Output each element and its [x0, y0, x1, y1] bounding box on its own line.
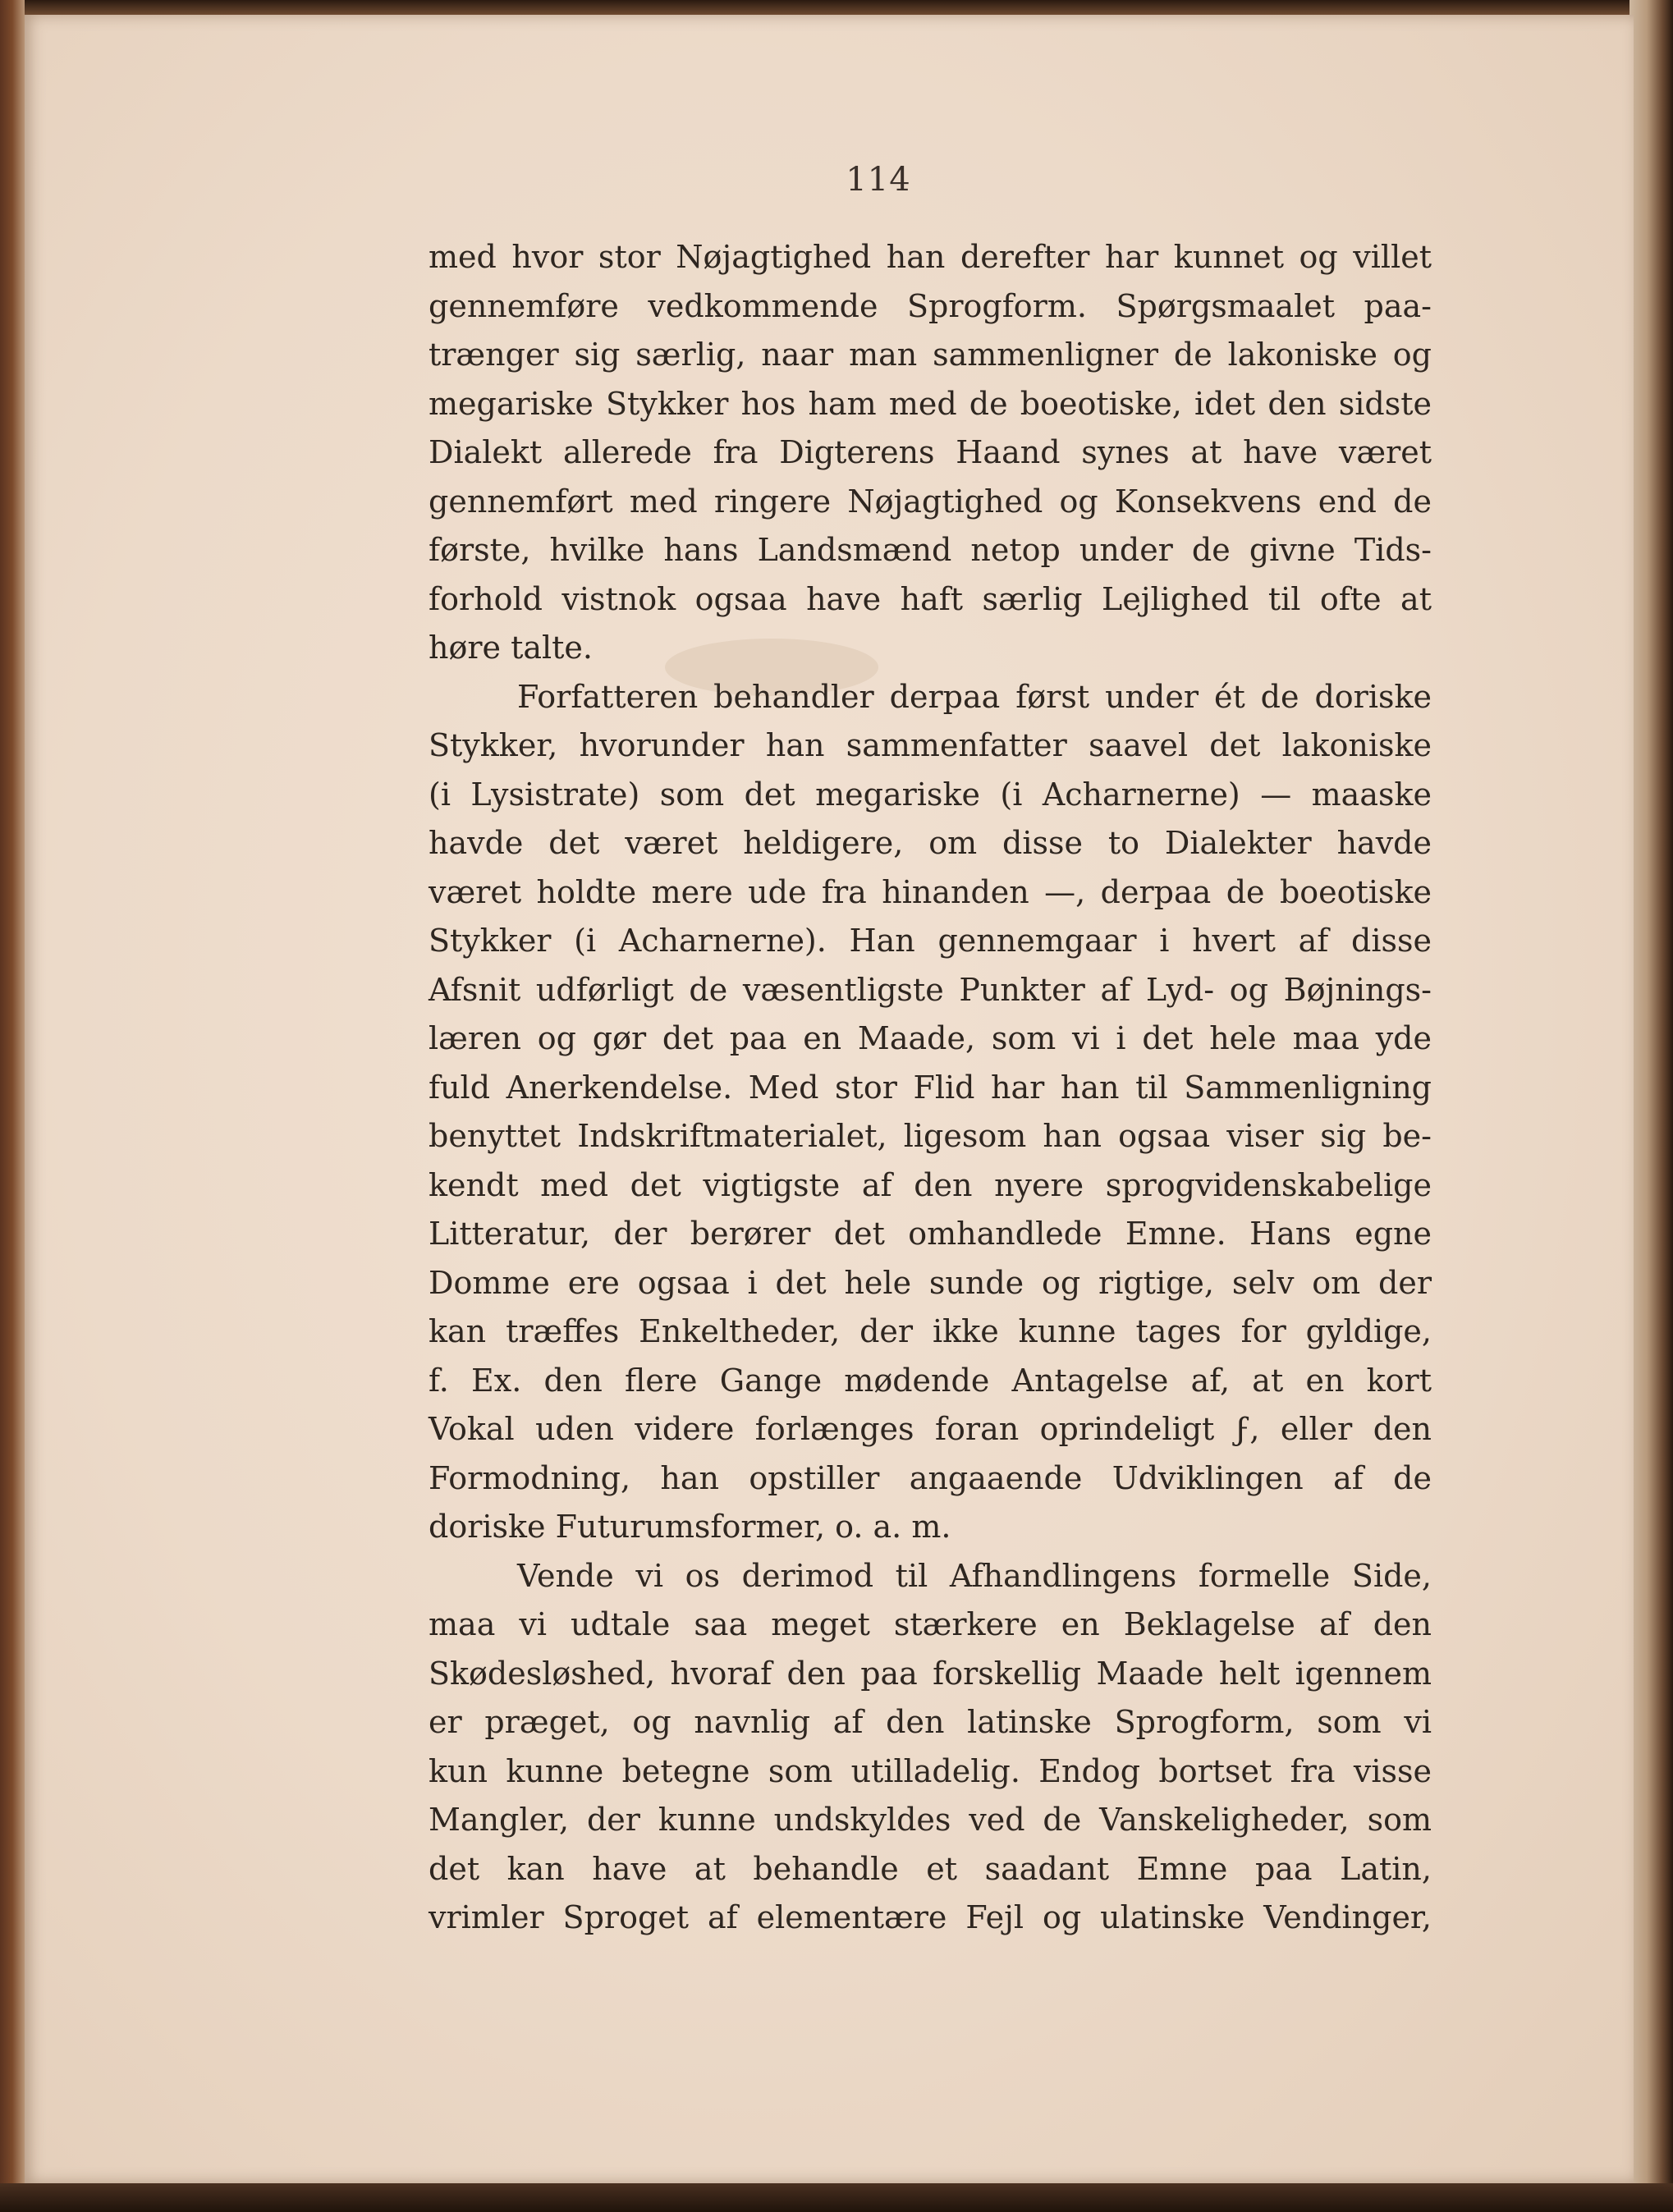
text-line: Skødesløshed, hvoraf den paa forskellig Maade helt igennem [429, 1655, 1432, 1692]
text-line: Stykker, hvorunder han sammenfatter saavel det lakoniske [429, 727, 1432, 763]
text-line: høre talte. [429, 630, 594, 666]
text-line: doriske Futurumsformer, o. a. m. [429, 1509, 951, 1545]
text-line: Formodning, han opstiller angaaende Udviklingen af de [429, 1459, 1432, 1496]
text-line: gennemføre vedkommende Sprogform. Spørgsmaalet paa- [429, 287, 1432, 324]
page-bottom-edge [0, 2183, 1673, 2212]
page-number: 114 [846, 161, 911, 199]
text-line: første, hvilke hans Landsmænd netop under de givne Tids- [429, 532, 1432, 568]
text-line: læren og gør det paa en Maade, som vi i det hele maa yde [429, 1020, 1432, 1056]
paragraph [429, 673, 1432, 1552]
text-line: kan træffes Enkeltheder, der ikke kunne tages for gyldige, [429, 1313, 1432, 1349]
page-stack-right-edge [1629, 0, 1673, 2212]
text-line: Dialekt allerede fra Digterens Haand synes at have været [429, 434, 1432, 470]
text-line: benyttet Indskriftmaterialet, ligesom han ogsaa viser sig be- [429, 1118, 1432, 1154]
text-line: er præget, og navnlig af den latinske Sprogform, som vi [429, 1704, 1432, 1740]
text-line: maa vi udtale saa meget stærkere en Beklagelse af den [429, 1606, 1432, 1642]
book-binding-left [0, 0, 25, 2212]
text-line: det kan have at behandle et saadant Emne paa Latin, [429, 1850, 1432, 1887]
text-line: Vende vi os derimod til Afhandlingens formelle Side, [517, 1557, 1432, 1594]
text-line: vrimler Sproget af elementære Fejl og ulatinske Vendinger, [429, 1899, 1432, 1935]
paragraph [429, 233, 1432, 673]
paragraph [429, 1552, 1432, 1943]
text-line: kendt med det vigtigste af den nyere sprogvidenskabelige [429, 1166, 1432, 1203]
text-line: forhold vistnok ogsaa have haft særlig Lejlighed til ofte at [429, 580, 1432, 617]
text-line: (i Lysistrate) som det megariske (i Acharnerne) — maaske [429, 776, 1432, 813]
text-line: Stykker (i Acharnerne). Han gennemgaar i hvert af disse [429, 923, 1432, 959]
text-line: kun kunne betegne som utilladelig. Endog bortset fra visse [429, 1752, 1432, 1789]
text-line: Vokal uden videre forlænges foran oprindeligt ϝ, eller den [429, 1411, 1432, 1447]
text-line: gennemført med ringere Nøjagtighed og Konsekvens end de [429, 483, 1432, 520]
text-line: fuld Anerkendelse. Med stor Flid har han til Sammenligning [429, 1069, 1432, 1106]
text-line: været holdte mere ude fra hinanden —, derpaa de boeotiske [429, 873, 1432, 910]
text-line: megariske Stykker hos ham med de boeotiske, idet den sidste [429, 385, 1432, 422]
text-line: trænger sig særlig, naar man sammenligner de lakoniske og [429, 337, 1432, 373]
body-text [429, 233, 1432, 1943]
text-line: Mangler, der kunne undskyldes ved de Vanskeligheder, som [429, 1802, 1432, 1838]
text-line: Forfatteren behandler derpaa først under ét de doriske [517, 678, 1432, 715]
text-line: havde det været heldigere, om disse to Dialekter havde [429, 825, 1432, 861]
text-line: Afsnit udførligt de væsentligste Punkter af Lyd- og Bøjnings- [429, 971, 1432, 1008]
page-top-edge [0, 0, 1673, 15]
text-line: f. Ex. den flere Gange mødende Antagelse af, at en kort [429, 1362, 1432, 1399]
text-line: Litteratur, der berører det omhandlede Emne. Hans egne [429, 1216, 1432, 1252]
text-line: Domme ere ogsaa i det hele sunde og rigtige, selv om der [429, 1264, 1432, 1301]
text-line: med hvor stor Nøjagtighed han derefter har kunnet og villet [429, 239, 1432, 275]
